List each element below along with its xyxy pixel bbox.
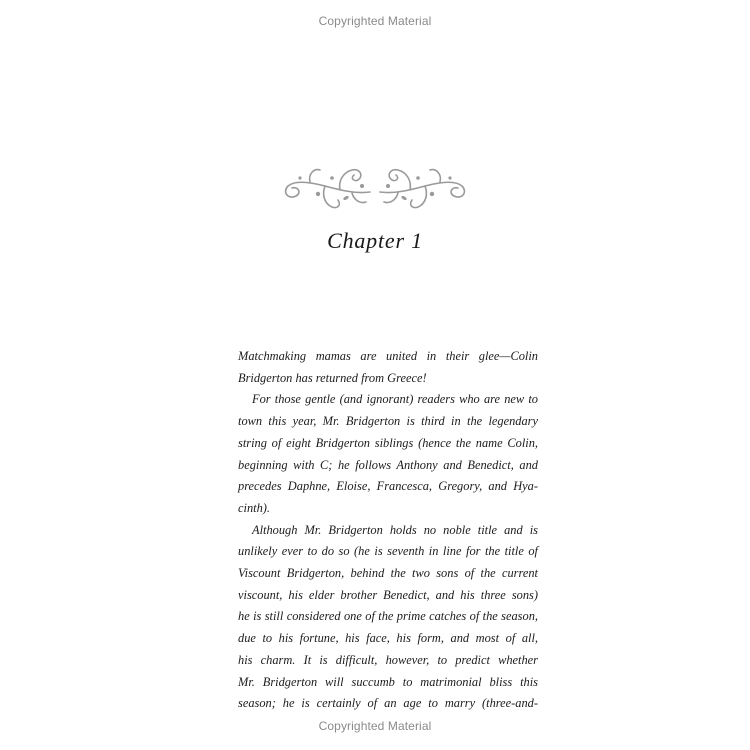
body-text [238, 346, 538, 715]
text-line: he is still considered one of the prime catches of the season, [238, 609, 538, 624]
text-line: town this year, Mr. Bridgerton is third in the legendary [238, 414, 538, 429]
copyright-watermark-bottom: Copyrighted Material [318, 719, 432, 733]
text-line: Matchmaking mamas are united in their glee—Colin [238, 349, 538, 363]
text-line: viscount, his elder brother Benedict, and his three sons) [238, 587, 538, 602]
text-line: Mr. Bridgerton will succumb to matrimonial bliss this [238, 674, 538, 689]
text-line: Viscount Bridgerton, behind the two sons of the current [238, 566, 538, 581]
text-line: season; he is certainly of an age to marry (three-and- [238, 696, 538, 711]
text-line: Although Mr. Bridgerton holds no noble title and is [252, 522, 538, 537]
paragraph-2 [238, 389, 538, 519]
text-line: Bridgerton has returned from Greece! [238, 370, 427, 385]
chapter-title: Chapter 1 [327, 228, 423, 253]
text-line: For those gentle (and ignorant) readers who are new to [252, 392, 538, 407]
text-line: unlikely ever to do so (he is seventh in line for the title of [238, 544, 538, 559]
copyright-watermark-top: Copyrighted Material [318, 14, 432, 28]
text-line: beginning with C; he follows Anthony and Benedict, and [238, 457, 538, 472]
text-line: due to his fortune, his face, his form, and most of all, [238, 631, 538, 646]
text-line: cinth). [238, 500, 270, 515]
paragraph-1 [238, 346, 538, 389]
text-line: precedes Daphne, Eloise, Francesca, Gregory, and Hya- [238, 479, 538, 494]
text-line: string of eight Bridgerton siblings (hence the name Colin, [238, 435, 538, 450]
text-line: his charm. It is difficult, however, to predict whether [238, 652, 538, 667]
flourish-divider-icon [270, 150, 480, 230]
paragraph-3 [238, 520, 538, 715]
